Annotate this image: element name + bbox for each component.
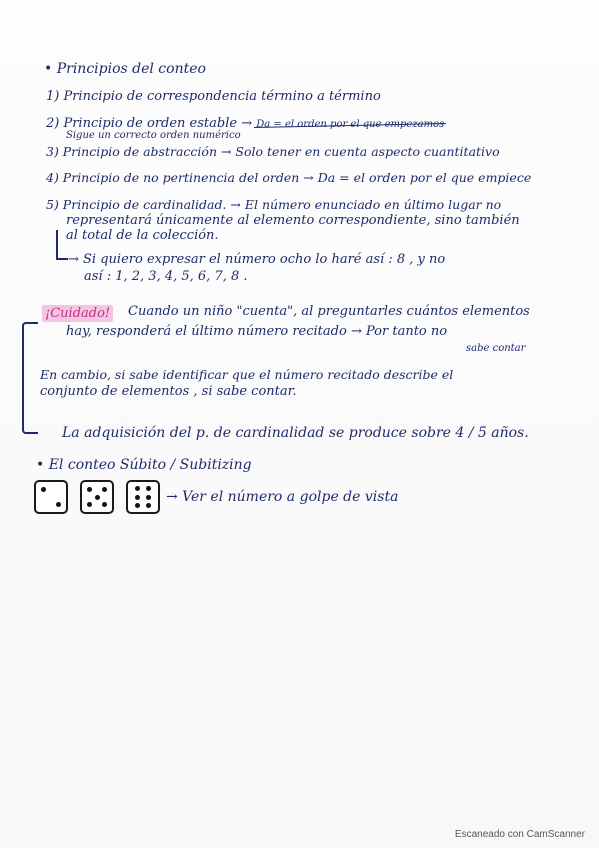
principle-5-example-2: así : 1, 2, 3, 4, 5, 6, 7, 8 . [84, 269, 248, 284]
arrow-icon: → [241, 116, 253, 131]
principle-3: 3) Principio de abstracción → Solo tener en cuenta aspecto cuantitativo [46, 144, 500, 159]
principle-1: 1) Principio de correspondencia término a término [46, 89, 381, 104]
acquisition-note: La adquisición del p. de cardinalidad se produce sobre 4 / 5 años. [62, 425, 529, 441]
principle-5-line2: representará únicamente al elemento correspondiente, sino también [66, 213, 520, 228]
dice-row [34, 480, 160, 514]
change-line2: conjunto de elementos , si sabe contar. [40, 384, 297, 399]
change-line1: En cambio, si sabe identificar que el número recitado describe el [40, 367, 454, 382]
principles-heading: • Principios del conteo [44, 61, 206, 77]
die-six-icon [126, 480, 160, 514]
principle-5-example-1: → Si quiero expresar el número ocho lo haré así : 8 , y no [68, 252, 446, 267]
principle-2-label: 2) Principio de orden estable [46, 116, 238, 131]
caution-line2: hay, responderá el último número recitado → Por tanto no [66, 324, 448, 339]
caution-tag [42, 307, 113, 320]
principle-4: 4) Principio de no pertinencia del orden → Da = el orden por el que empiece [46, 170, 532, 185]
principle-2-subnote: Sigue un correcto orden numérico [66, 130, 241, 141]
die-five-icon [80, 480, 114, 514]
caution-line3: sabe contar [466, 343, 526, 354]
principle-2-struck-text: Da = el orden por el que empezamos [256, 119, 445, 130]
subitizing-heading: • El conteo Súbito / Subitizing [36, 457, 252, 473]
principle-5-line1: 5) Principio de cardinalidad. → El número enunciado en último lugar no [46, 197, 502, 212]
principle-5-line3: al total de la colección. [66, 228, 219, 243]
scanner-watermark: Escaneado con CamScanner [454, 829, 585, 840]
care-bracket [22, 322, 38, 434]
caution-tag-label: ¡Cuidado! [42, 305, 113, 322]
principle-2 [46, 117, 444, 130]
subitizing-description: → Ver el número a golpe de vista [166, 489, 399, 505]
caution-line1: Cuando un niño "cuenta", al preguntarles cuántos elementos [128, 304, 530, 319]
example-bracket [56, 230, 68, 260]
die-two-icon [34, 480, 68, 514]
